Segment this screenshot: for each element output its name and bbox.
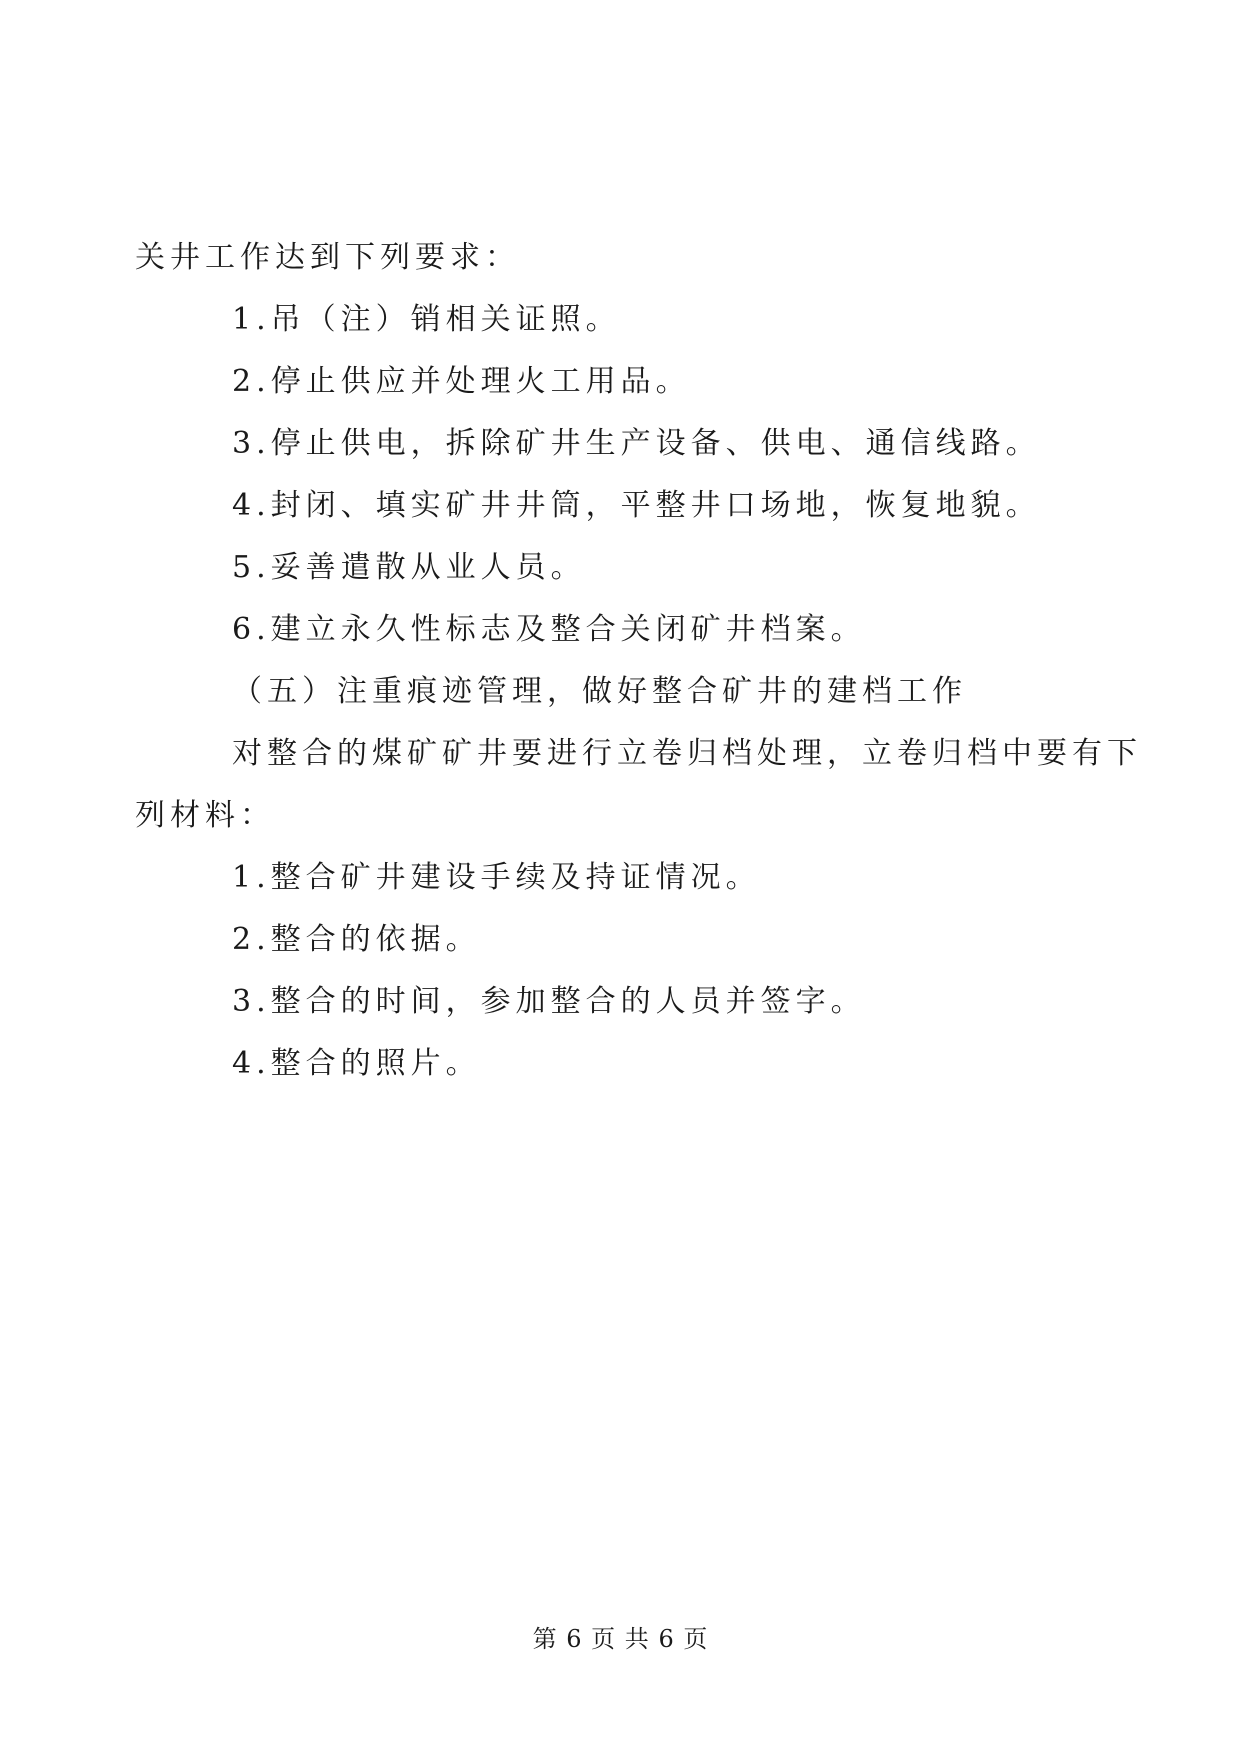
body-text-line: 列材料： <box>135 798 275 833</box>
body-text-line: 关井工作达到下列要求： <box>135 240 520 275</box>
list-item: 6.建立永久性标志及整合关闭矿井档案。 <box>232 612 866 647</box>
list-item: 3.整合的时间，参加整合的人员并签字。 <box>232 984 866 1019</box>
list-item: 5.妥善遣散从业人员。 <box>232 550 586 585</box>
list-item: 1.整合矿井建设手续及持证情况。 <box>232 860 761 895</box>
list-item: 2.停止供应并处理火工用品。 <box>232 364 691 399</box>
page-footer: 第 6 页 共 6 页 <box>532 1625 709 1653</box>
list-item: 3.停止供电，拆除矿井生产设备、供电、通信线路。 <box>232 426 1041 461</box>
list-item: 1.吊（注）销相关证照。 <box>232 302 621 337</box>
list-item: 4.封闭、填实矿井井筒，平整井口场地，恢复地貌。 <box>232 488 1041 523</box>
body-text-line: 对整合的煤矿矿井要进行立卷归档处理，立卷归档中要有下 <box>232 736 1142 771</box>
section-heading: （五）注重痕迹管理，做好整合矿井的建档工作 <box>232 674 967 709</box>
list-item: 2.整合的依据。 <box>232 922 481 957</box>
list-item: 4.整合的照片。 <box>232 1046 481 1081</box>
